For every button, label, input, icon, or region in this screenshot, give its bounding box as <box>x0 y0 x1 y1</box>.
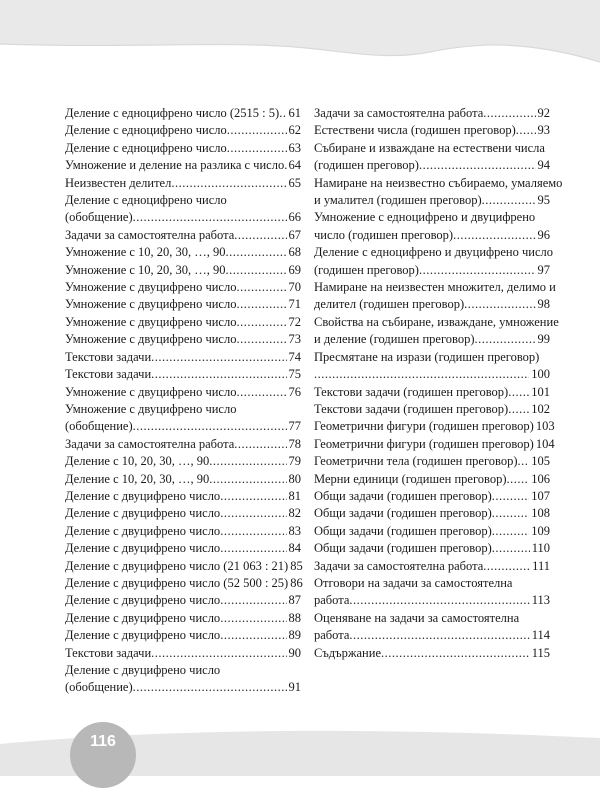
toc-entry-title: Деление с двуцифрено число <box>65 610 221 625</box>
toc-entry-row <box>65 471 301 488</box>
dot-leader <box>220 627 286 644</box>
dot-leader <box>133 209 287 226</box>
dot-leader <box>314 366 529 383</box>
toc-entry <box>65 331 301 348</box>
toc-entry-page: 110 <box>531 541 550 556</box>
toc-entry-title-line: Оценяване на задачи за самостоятелна <box>314 610 520 625</box>
toc-entry-page: 108 <box>531 506 550 521</box>
toc-entry <box>314 279 556 314</box>
toc-entry-title: Съдържание <box>314 645 381 660</box>
toc-entry-row <box>314 471 550 488</box>
toc-entry <box>314 471 550 488</box>
toc-entry-page: 73 <box>288 332 301 347</box>
toc-entry-row <box>314 227 550 244</box>
dot-leader <box>151 366 286 383</box>
toc-entry-row <box>314 157 550 174</box>
dot-leader <box>220 488 286 505</box>
toc-entry-title: Умножение и деление на разлика с число <box>65 158 285 173</box>
toc-entry <box>65 471 301 488</box>
toc-entry-title: Общи задачи (годишен преговор) <box>314 523 492 538</box>
toc-entry <box>65 366 301 383</box>
toc-entry-page: 67 <box>288 227 301 242</box>
dot-leader <box>220 592 286 609</box>
toc-entry-row <box>314 262 550 279</box>
dot-leader <box>349 592 529 609</box>
toc-entry <box>65 175 301 192</box>
dot-leader <box>151 349 286 366</box>
toc-entry <box>65 453 301 470</box>
toc-entry-title: Геометрични фигури (годишен преговор) <box>314 436 534 451</box>
toc-right-column <box>314 105 563 662</box>
toc-entry-page: 101 <box>531 384 550 399</box>
toc-entry <box>314 349 550 384</box>
dot-leader <box>518 453 530 470</box>
toc-entry-page: 115 <box>531 645 550 660</box>
toc-entry <box>65 192 301 227</box>
toc-entry <box>314 244 554 279</box>
page-number: 116 <box>90 733 116 750</box>
dot-leader <box>151 645 286 662</box>
dot-leader <box>453 227 535 244</box>
top-wave-decoration <box>0 0 600 90</box>
toc-entry-row <box>65 558 301 575</box>
dot-leader <box>236 331 286 348</box>
dot-leader <box>227 140 287 157</box>
dot-leader <box>234 436 286 453</box>
toc-entry-title: Деление с едноцифрено число <box>65 140 227 155</box>
toc-entry <box>314 105 550 122</box>
toc-entry-title: Общи задачи (годишен преговор) <box>314 488 492 503</box>
toc-entry-row <box>65 384 301 401</box>
toc-entry-row <box>314 192 550 209</box>
toc-entry-title-line: Свойства на събиране, изваждане, умножение <box>314 314 559 329</box>
toc-entry-title: число (годишен преговор) <box>314 227 454 242</box>
dot-leader <box>227 122 287 139</box>
toc-entry-title: Геометрични фигури (годишен преговор) <box>314 419 534 434</box>
toc-entry-page: 64 <box>288 158 301 173</box>
toc-entry <box>65 244 301 261</box>
dot-leader <box>236 384 286 401</box>
toc-entry-row <box>65 523 301 540</box>
toc-entry-page: 78 <box>288 436 301 451</box>
toc-entry <box>314 540 550 557</box>
dot-leader <box>209 471 286 488</box>
dot-leader <box>492 505 529 522</box>
toc-entry-page: 85 <box>290 558 303 573</box>
toc-entry-row <box>65 331 301 348</box>
toc-entry-title: (обобщение) <box>65 680 133 695</box>
toc-entry <box>314 209 550 244</box>
toc-entry-page: 113 <box>531 593 550 608</box>
toc-entry-row <box>65 244 301 261</box>
toc-entry-title: Умножение с двуцифрено число <box>65 384 237 399</box>
toc-entry-row <box>314 436 555 453</box>
toc-entry-title: Деление с 10, 20, 30, …, 90 <box>65 471 210 486</box>
toc-entry-title: Деление с двуцифрено число <box>65 506 221 521</box>
toc-entry-title-line: Намиране на неизвестно събираемо, умаляемо <box>314 175 563 190</box>
toc-entry-row <box>65 279 301 296</box>
toc-entry-row <box>314 558 550 575</box>
dot-leader <box>483 105 535 122</box>
toc-entry-row <box>65 122 301 139</box>
toc-entry <box>314 645 550 662</box>
toc-entry-page: 114 <box>531 628 550 643</box>
toc-entry-row <box>65 505 301 522</box>
toc-entry-title-line: Деление с двуцифрено число <box>65 663 221 677</box>
toc-entry <box>65 105 301 122</box>
dot-leader <box>226 244 287 261</box>
toc-entry-title: Деление с двуцифрено число (21 063 : 21) <box>65 558 289 573</box>
toc-entry <box>65 279 301 296</box>
toc-entry-title-line: Отговори на задачи за самостоятелна <box>314 575 513 590</box>
toc-entry-title: Умножение с 10, 20, 30, …, 90 <box>65 262 226 277</box>
dot-leader <box>508 384 529 401</box>
toc-entry-page: 89 <box>288 628 301 643</box>
toc-entry-page: 79 <box>288 454 301 469</box>
toc-entry-title-line: Пресмятане на изрази (годишен преговор) <box>314 349 540 364</box>
toc-entry-title: (обобщение) <box>65 419 133 434</box>
toc-entry-row <box>65 540 301 557</box>
dot-leader <box>492 488 529 505</box>
toc-entry <box>65 314 301 331</box>
dot-leader <box>516 122 536 139</box>
dot-leader <box>236 296 286 313</box>
toc-entry-page: 83 <box>288 523 301 538</box>
toc-entry-title: Деление с двуцифрено число (52 500 : 25) <box>65 575 289 590</box>
toc-entry-row <box>314 505 550 522</box>
toc-entry <box>314 418 555 435</box>
toc-entry-page: 62 <box>288 123 301 138</box>
toc-entry-page: 69 <box>288 262 301 277</box>
toc-entry-row <box>314 331 550 348</box>
toc-entry-page: 82 <box>288 506 301 521</box>
toc-entry <box>65 627 301 644</box>
toc-entry-title: делител (годишен преговор) <box>314 297 465 312</box>
toc-entry <box>65 505 301 522</box>
toc-entry-row <box>65 157 301 174</box>
toc-entry <box>65 227 301 244</box>
toc-entry <box>65 523 301 540</box>
dot-leader <box>220 610 286 627</box>
toc-entry-page: 94 <box>537 158 550 173</box>
toc-entry <box>314 523 550 540</box>
toc-entry-row <box>65 627 301 644</box>
toc-entry-page: 93 <box>537 123 550 138</box>
toc-entry-title: Неизвестен делител <box>65 175 172 190</box>
toc-entry-title-line: Намиране на неизвестен множител, делимо и <box>314 280 556 295</box>
dot-leader <box>475 331 536 348</box>
dot-leader <box>220 505 286 522</box>
toc-entry-title: Мерни единици (годишен преговор) <box>314 471 507 486</box>
toc-entry <box>314 401 550 418</box>
toc-entry-page: 75 <box>288 367 301 382</box>
toc-entry-title-line: Умножение с двуцифрено число <box>65 401 237 416</box>
toc-entry-title: Умножение с 10, 20, 30, …, 90 <box>65 245 226 260</box>
toc-entry-title: Текстови задачи <box>65 645 152 660</box>
toc-entry <box>314 314 559 349</box>
toc-entry-title: Общи задачи (годишен преговор) <box>314 541 492 556</box>
toc-entry-row <box>65 488 301 505</box>
toc-entry-page: 96 <box>537 227 550 242</box>
dot-leader <box>220 540 286 557</box>
toc-entry-title: Деление с двуцифрено число <box>65 593 221 608</box>
toc-entry-title: Деление с двуцифрено число <box>65 523 221 538</box>
toc-entry-title-line: Събиране и изваждане на естествени числа <box>314 140 545 155</box>
toc-entry-row <box>65 575 301 592</box>
toc-entry <box>65 401 301 436</box>
toc-entry-title-line: Деление с едноцифрено число <box>65 193 227 208</box>
toc-entry <box>314 122 550 139</box>
toc-entry-page: 103 <box>535 419 555 434</box>
toc-entry-page: 63 <box>288 140 301 155</box>
toc-entry-page: 72 <box>288 314 301 329</box>
toc-entry <box>65 662 301 697</box>
toc-entry-title: (обобщение) <box>65 210 133 225</box>
toc-entry-page: 86 <box>290 575 303 590</box>
toc-entry-page: 92 <box>537 106 550 120</box>
toc-entry-title: Умножение с двуцифрено число <box>65 314 237 329</box>
toc-entry-row <box>314 122 550 139</box>
toc-entry-title: Задачи за самостоятелна работа <box>65 436 235 451</box>
toc-entry <box>65 296 301 313</box>
toc-entry-row <box>65 610 301 627</box>
toc-entry-page: 61 <box>288 106 301 120</box>
toc-entry-row <box>314 523 550 540</box>
toc-entry-page: 111 <box>532 558 550 573</box>
toc-entry-page: 105 <box>531 454 550 469</box>
toc-entry-row <box>65 314 301 331</box>
toc-entry-page: 102 <box>531 401 550 416</box>
dot-leader <box>492 523 529 540</box>
toc-entry-row <box>65 436 301 453</box>
toc-entry-page: 98 <box>537 297 550 312</box>
toc-entry <box>314 488 550 505</box>
toc-entry-title-line: Деление с едноцифрено и двуцифрено число <box>314 245 554 260</box>
toc-entry <box>65 122 301 139</box>
toc-entry <box>65 558 301 575</box>
toc-entry-row <box>314 366 550 383</box>
toc-entry-title: Умножение с двуцифрено число <box>65 297 237 312</box>
toc-entry-page: 71 <box>288 297 301 312</box>
toc-entry <box>65 436 301 453</box>
toc-entry-page: 66 <box>288 210 301 225</box>
toc-entry <box>314 575 550 610</box>
toc-entry-page: 104 <box>535 436 555 451</box>
toc-entry-row <box>314 105 550 122</box>
toc-entry-page: 99 <box>537 332 550 347</box>
toc-entry-row <box>314 540 550 557</box>
toc-entry-page: 100 <box>531 367 550 382</box>
toc-entry-title: Задачи за самостоятелна работа <box>65 227 235 242</box>
toc-entry-page: 76 <box>288 384 301 399</box>
toc-entry-title: Геометрични тела (годишен преговор) <box>314 454 518 469</box>
toc-entry <box>314 505 550 522</box>
toc-entry-row <box>65 349 301 366</box>
dot-leader <box>381 645 530 662</box>
toc-entry <box>314 140 550 175</box>
toc-entry-page: 84 <box>288 541 301 556</box>
toc-entry-title: работа <box>314 593 350 608</box>
toc-entry <box>65 384 301 401</box>
dot-leader <box>419 157 536 174</box>
toc-entry <box>314 175 563 210</box>
toc-entry-row <box>314 645 550 662</box>
dot-leader <box>171 175 286 192</box>
toc-entry <box>65 140 301 157</box>
toc-entry-row <box>314 453 550 470</box>
toc-entry-page: 109 <box>531 523 550 538</box>
dot-leader <box>507 471 530 488</box>
toc-entry-page: 77 <box>288 419 301 434</box>
toc-entry-title: Деление с двуцифрено число <box>65 488 221 503</box>
toc-entry <box>65 610 301 627</box>
toc-entry-title-line: Умножение с едноцифрено и двуцифрено <box>314 210 536 225</box>
toc-entry-row <box>314 488 550 505</box>
toc-entry-row <box>65 296 301 313</box>
toc-entry-title: работа <box>314 628 350 643</box>
toc-entry-row <box>65 262 301 279</box>
toc-entry-page: 80 <box>288 471 301 486</box>
toc-entry-title: Деление с едноцифрено число (2515 : 5) <box>65 106 280 120</box>
toc-entry-title: Деление с 10, 20, 30, …, 90 <box>65 454 210 469</box>
toc-entry-row <box>314 418 555 435</box>
dot-leader <box>220 523 286 540</box>
toc-entry-row <box>314 384 550 401</box>
toc-entry <box>314 453 550 470</box>
toc-entry <box>65 645 301 662</box>
dot-leader <box>464 296 535 313</box>
toc-entry-row <box>314 296 550 313</box>
toc-entry <box>65 157 301 174</box>
toc-entry-page: 65 <box>288 175 301 190</box>
toc-entry-row <box>65 209 301 226</box>
toc-entry <box>65 262 301 279</box>
dot-leader <box>209 453 286 470</box>
toc-entry <box>65 540 301 557</box>
toc-entry-page: 106 <box>531 471 550 486</box>
toc-entry <box>314 558 550 575</box>
toc-entry-title: Деление с двуцифрено число <box>65 541 221 556</box>
toc-entry-title: Умножение с двуцифрено число <box>65 332 237 347</box>
toc-entry-row <box>314 592 550 609</box>
toc-entry-page: 88 <box>288 610 301 625</box>
page-number-badge <box>70 722 136 788</box>
toc-entry-row <box>65 140 301 157</box>
toc-entry-title: Текстови задачи (годишен преговор) <box>314 401 509 416</box>
toc-entry-page: 107 <box>531 488 550 503</box>
toc-entry-title: Общи задачи (годишен преговор) <box>314 506 492 521</box>
toc-entry-title: Задачи за самостоятелна работа <box>314 558 484 573</box>
toc-entry-page: 91 <box>288 680 301 695</box>
toc-entry-row <box>65 645 301 662</box>
toc-entry-page: 81 <box>288 488 301 503</box>
dot-leader <box>236 279 286 296</box>
toc-entry-row <box>65 592 301 609</box>
dot-leader <box>279 105 286 122</box>
toc-entry <box>65 575 301 592</box>
toc-entry-row <box>65 418 301 435</box>
toc-entry-title: (годишен преговор) <box>314 262 419 277</box>
dot-leader <box>483 558 530 575</box>
toc-entry-title: Умножение с двуцифрено число <box>65 280 237 295</box>
toc-entry-title: (годишен преговор) <box>314 158 419 173</box>
toc-entry-page: 68 <box>288 245 301 260</box>
toc-entry-page: 95 <box>537 193 550 208</box>
toc-left-column <box>65 105 301 697</box>
toc-entry-row <box>65 366 301 383</box>
toc-entry-row <box>65 175 301 192</box>
dot-leader <box>226 262 287 279</box>
toc-entry-page: 74 <box>288 349 301 364</box>
dot-leader <box>236 314 286 331</box>
dot-leader <box>133 418 287 435</box>
toc-entry-row <box>314 401 550 418</box>
toc-entry-title: и умалител (годишен преговор) <box>314 193 482 208</box>
dot-leader <box>508 401 529 418</box>
dot-leader <box>133 679 287 696</box>
toc-entry-page: 97 <box>537 262 550 277</box>
dot-leader <box>482 192 536 209</box>
toc-entry <box>314 610 550 645</box>
toc-entry-title: Деление с двуцифрено число <box>65 628 221 643</box>
toc-entry-title: Текстови задачи <box>65 349 152 364</box>
dot-leader <box>492 540 530 557</box>
toc-entry-row <box>65 227 301 244</box>
toc-entry-title: Естествени числа (годишен преговор) <box>314 123 516 138</box>
toc-entry <box>65 488 301 505</box>
toc-entry-title: Текстови задачи (годишен преговор) <box>314 384 509 399</box>
toc-entry-title: Текстови задачи <box>65 367 152 382</box>
toc-entry-title: Задачи за самостоятелна работа <box>314 106 484 120</box>
toc-entry-row <box>314 627 550 644</box>
toc-entry <box>65 592 301 609</box>
dot-leader <box>349 627 529 644</box>
toc-entry-row <box>65 679 301 696</box>
toc-entry-title: Деление с едноцифрено число <box>65 123 227 138</box>
toc-entry-page: 70 <box>288 280 301 295</box>
toc-entry-title: и деление (годишен преговор) <box>314 332 475 347</box>
toc-entry <box>314 384 550 401</box>
toc-entry-page: 87 <box>288 593 301 608</box>
dot-leader <box>234 227 286 244</box>
toc-entry <box>314 436 555 453</box>
toc-entry-page: 90 <box>288 645 301 660</box>
dot-leader <box>419 262 536 279</box>
toc-entry <box>65 349 301 366</box>
toc-entry-row <box>65 105 301 122</box>
toc-entry-row <box>65 453 301 470</box>
